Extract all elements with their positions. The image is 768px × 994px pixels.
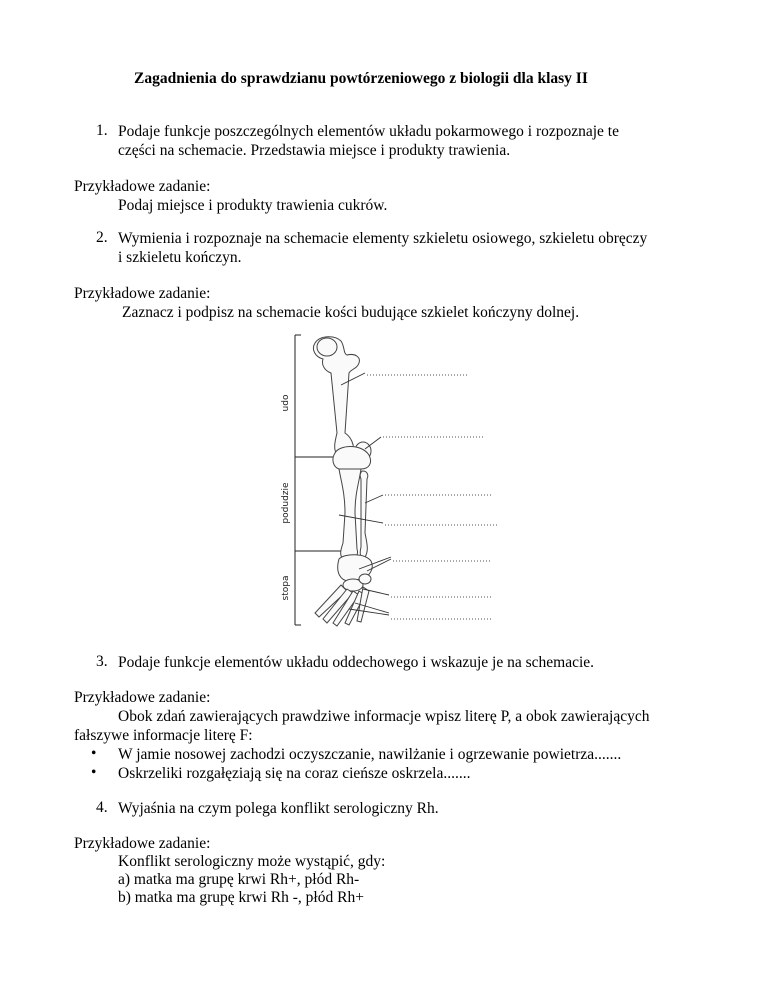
region-label-podudzie: podudzie	[281, 482, 291, 524]
bullet-marker-1: •	[91, 745, 97, 762]
section-2-line-1: Wymienia i rozpoznaje na schemacie elementy szkieletu osiowego, szkieletu obręczy	[118, 230, 648, 247]
region-label-udo: udo	[281, 394, 291, 412]
section-4-example-line-3: b) matka ma grupę krwi Rh -, płód Rh+	[118, 889, 364, 906]
lower-limb-skeleton-diagram	[265, 333, 505, 631]
section-2-number: 2.	[96, 229, 108, 246]
section-1-line-1: Podaje funkcje poszczególnych elementów układu pokarmowego i rozpoznaje te	[118, 123, 619, 140]
section-3-example-line-1: Obok zdań zawierających prawdziwe informacje wpisz literę P, a obok zawierających	[118, 708, 650, 725]
section-4-example-line-1: Konflikt serologiczny może wystąpić, gdy:	[118, 853, 386, 870]
section-4-number: 4.	[96, 799, 108, 816]
section-2-example-label: Przykładowe zadanie:	[74, 285, 211, 302]
section-3-line-1: Podaje funkcje elementów układu oddechowego i wskazuje je na schemacie.	[118, 654, 595, 671]
section-2-line-2: i szkieletu kończyn.	[118, 249, 242, 266]
page-title: Zagadnienia do sprawdzianu powtórzeniowego z biologii dla klasy II	[134, 70, 588, 87]
tibia-bone	[339, 469, 361, 561]
section-1-line-2: części na schemacie. Przedstawia miejsce i produkty trawienia.	[118, 142, 511, 159]
section-3-bullet-1: W jamie nosowej zachodzi oczyszczanie, nawilżanie i ogrzewanie powietrza.......	[118, 746, 622, 763]
region-label-stopa: stopa	[281, 575, 291, 601]
section-4-example-line-2: a) matka ma grupę krwi Rh+, płód Rh-	[118, 871, 360, 888]
section-1-example-line-1: Podaj miejsce i produkty trawienia cukrów.	[118, 197, 388, 214]
section-1-example-label: Przykładowe zadanie:	[74, 178, 211, 195]
section-4-line-1: Wyjaśnia na czym polega konflikt serologiczny Rh.	[118, 800, 439, 817]
bullet-marker-2: •	[91, 764, 97, 781]
section-3-bullet-2: Oskrzeliki rozgałęziają się na coraz cieńsze oskrzela.......	[118, 765, 471, 782]
section-3-number: 3.	[96, 653, 108, 670]
foot-bones	[315, 555, 372, 626]
section-1-number: 1.	[96, 122, 108, 139]
section-2-example-line-1: Zaznacz i podpisz na schemacie kości budujące szkielet kończyny dolnej.	[122, 304, 580, 321]
section-3-example-label: Przykładowe zadanie:	[74, 689, 211, 706]
section-4-example-label: Przykładowe zadanie:	[74, 835, 211, 852]
femur-bone	[313, 337, 359, 455]
section-3-example-line-2: fałszywe informacje literę F:	[74, 727, 253, 744]
fibula-bone	[360, 471, 368, 558]
